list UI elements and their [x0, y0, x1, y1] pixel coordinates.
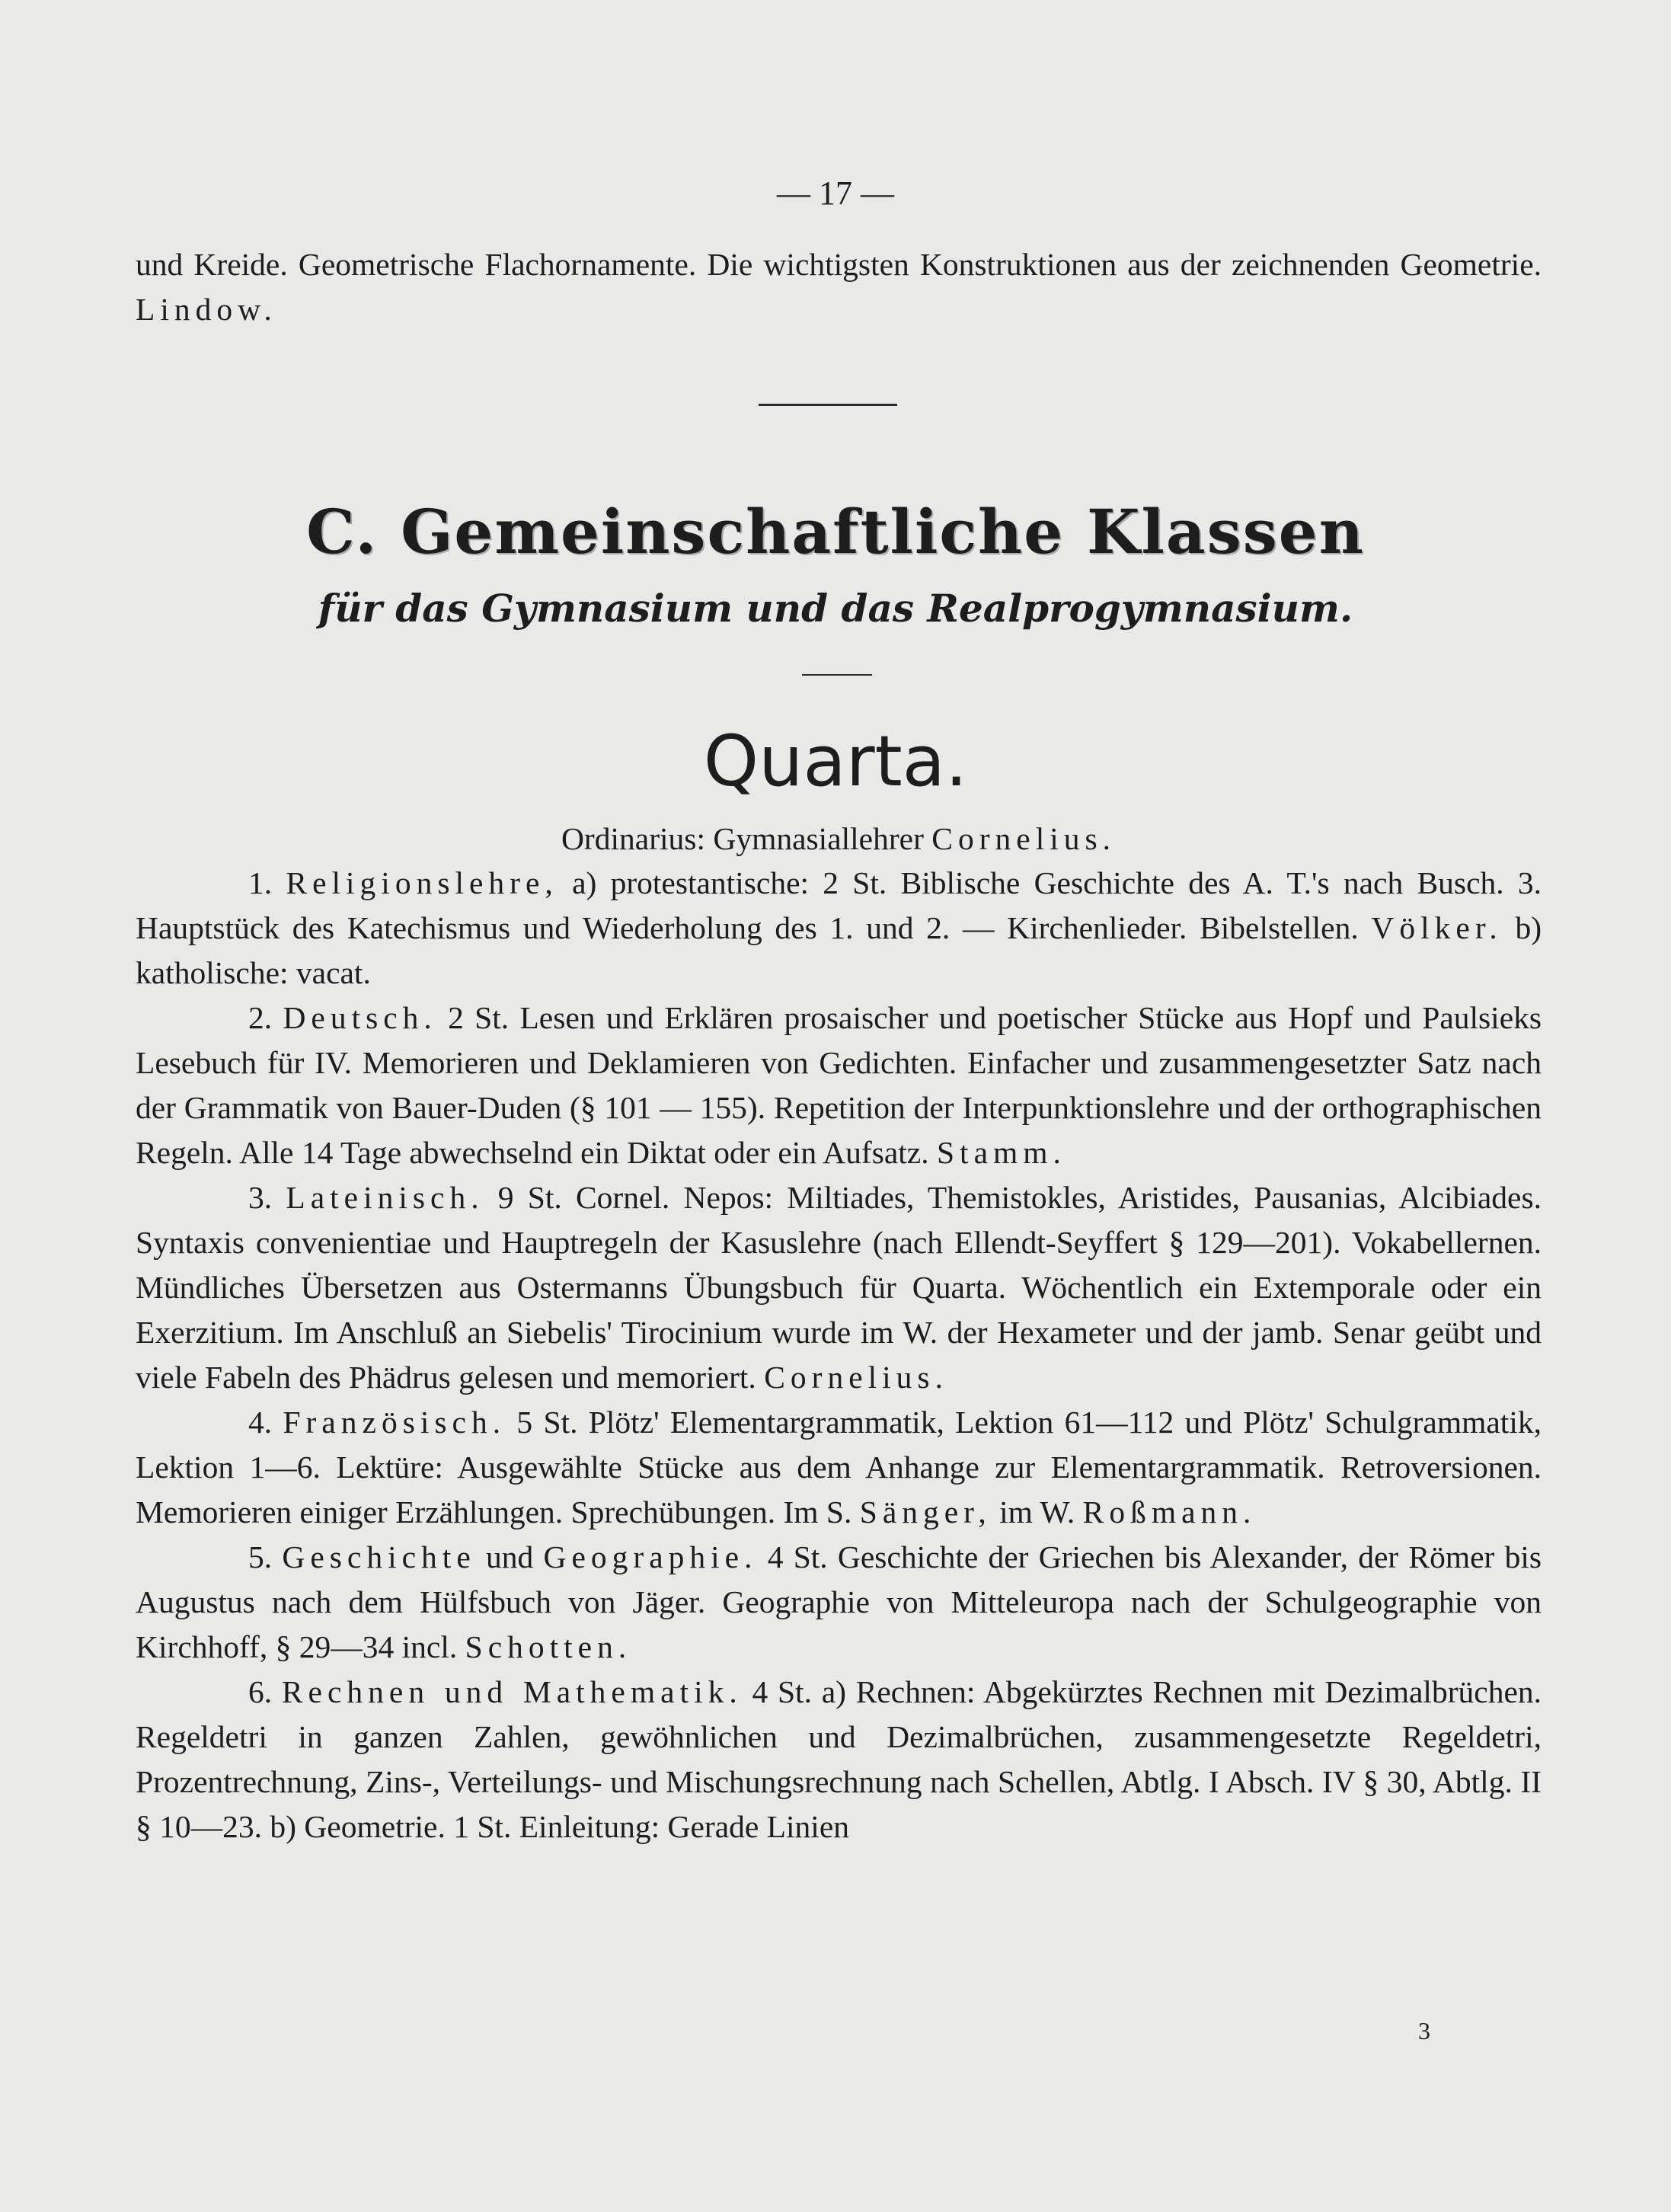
subject-number: 4.: [248, 1405, 273, 1440]
subjects-list: [136, 861, 1542, 1849]
class-heading: Quarta.: [703, 721, 968, 802]
subject-name: Deutsch.: [283, 1000, 437, 1035]
subject-teacher: Sänger,: [859, 1494, 992, 1530]
intro-teacher: Lindow.: [136, 292, 277, 327]
subject-number: 5.: [248, 1539, 273, 1574]
subject-text: 4 St. Geschichte der Griechen bis Alexander, der Römer bis Augustus nach dem Hülfsbuch von Jäger. Geographie von Mitteleuropa nach der Schulgeographie von Kirchhoff, § 29—34 incl.: [136, 1539, 1542, 1664]
subject-teacher: Schotten.: [465, 1629, 632, 1664]
page-number: — 17 —: [777, 174, 894, 212]
subject-text-mid: im W.: [999, 1494, 1075, 1530]
subject-teacher: Stamm.: [936, 1135, 1066, 1170]
subject-text: 5 St. Plötz' Elementargrammatik, Lektion 61—112 und Plötz' Schulgrammatik, Lektion 1—6. Lektüre: Ausgewählte Stücke aus dem Anhange zur Elementargrammatik. Retroversionen. Memorieren einiger Erzählungen. Sprechübungen. Im S.: [136, 1405, 1542, 1530]
divider-rule: [759, 404, 897, 406]
intro-text: und Kreide. Geometrische Flachornamente. Die wichtigsten Konstruktionen aus der zeichnenden Geometrie.: [136, 247, 1542, 282]
section-title: C. Gemeinschaftliche Klassen: [306, 496, 1365, 567]
subject-teacher: Cornelius.: [764, 1360, 948, 1395]
subject-item: [136, 861, 1542, 996]
subject-teacher: Völker.: [1371, 910, 1503, 945]
subject-item: [136, 1400, 1542, 1535]
signature-mark: 3: [1418, 2017, 1430, 2044]
subject-number: 2.: [248, 1000, 273, 1035]
subject-tail: b) katholische: vacat.: [136, 910, 1542, 990]
subject-text: 4 St. a) Rechnen: Abgekürztes Rechnen mit Dezimalbrüchen. Regeldetri in ganzen Zahlen, gewöhnlichen und Dezimalbrüchen, zusammengesetzte Regeldetri, Prozentrechnung, Zins-, Verteilungs- und Mischungsrechnung nach Schellen, Abtlg. I Absch. IV § 30, Abtlg. II § 10—23. b) Geometrie. 1 St. Einleitung: Gerade Linien: [136, 1674, 1542, 1844]
ordinarius-name: Cornelius.: [931, 821, 1117, 856]
subject-teacher-2: Roßmann.: [1082, 1494, 1257, 1530]
subject-name: Rechnen und Mathematik.: [281, 1674, 743, 1709]
subject-number: 1.: [248, 865, 273, 900]
divider-rule-short: [802, 674, 872, 676]
subject-item: [136, 1535, 1542, 1670]
subject-name: Geschichte: [282, 1539, 476, 1574]
subject-name-joiner: und: [485, 1539, 534, 1574]
subject-text: 2 St. Lesen und Erklären prosaischer und poetischer Stücke aus Hopf und Paulsieks Lesebuch für IV. Memorieren und Deklamieren von Gedichten. Einfacher und zusammengesetzter Satz nach der Grammatik von Bauer-Duden (§ 101 — 155). Repetition der Interpunktionslehre und der orthographischen Regeln. Alle 14 Tage abwechselnd ein Diktat oder ein Aufsatz.: [136, 1000, 1542, 1170]
subject-name: Lateinisch.: [286, 1180, 484, 1215]
intro-paragraph: [136, 242, 1542, 332]
ordinarius-line: [136, 817, 1542, 861]
subject-text: a) protestantische: 2 St. Biblische Geschichte des A. T.'s nach Busch. 3. Hauptstück des Katechismus und Wiederholung des 1. und 2. — Kirchenlieder. Bibelstellen.: [136, 865, 1542, 945]
section-subtitle: für das Gymnasium und das Realprogymnasium.: [318, 586, 1353, 631]
subject-number: 6.: [248, 1674, 273, 1709]
subject-item: [136, 1670, 1542, 1849]
subject-name-2: Geographie.: [543, 1539, 758, 1574]
subject-number: 3.: [248, 1180, 273, 1215]
subject-item: [136, 996, 1542, 1175]
subject-text: 9 St. Cornel. Nepos: Miltiades, Themistokles, Aristides, Pausanias, Alcibiades. Syntaxis convenientiae und Hauptregeln der Kasuslehre (nach Ellendt-Seyffert § 129—201). Vokabellernen. Mündliches Übersetzen aus Ostermanns Übungsbuch für Quarta. Wöchentlich ein Extemporale oder ein Exerzitium. Im Anschluß an Siebelis' Tirocinium wurde im W. der Hexameter und der jamb. Senar geübt und viele Fabeln des Phädrus gelesen und memoriert.: [136, 1180, 1542, 1395]
ordinarius-label: Ordinarius: Gymnasiallehrer: [561, 821, 924, 856]
subject-name: Französisch.: [283, 1405, 506, 1440]
subject-item: [136, 1175, 1542, 1400]
subject-name: Religionslehre,: [286, 865, 558, 900]
